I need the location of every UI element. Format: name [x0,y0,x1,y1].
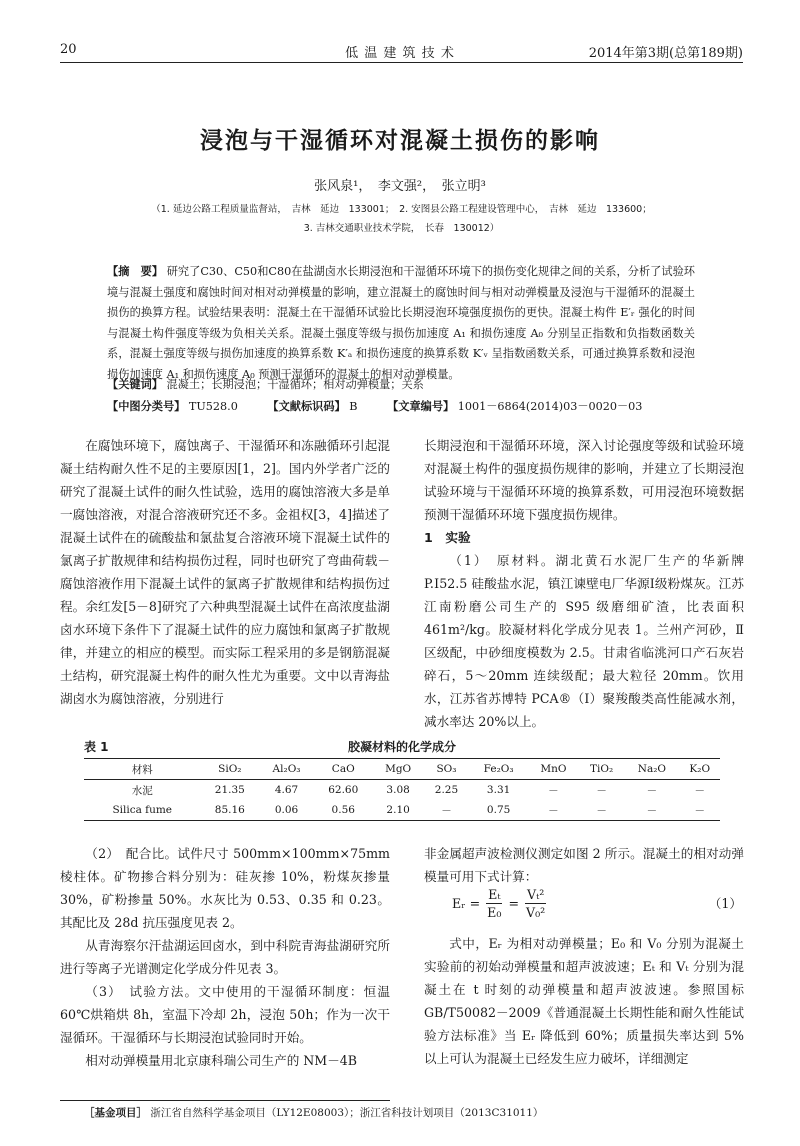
table-cell: － [579,800,624,821]
table-number: 表 1 [84,740,109,754]
header-rule [60,62,743,63]
funding-note [84,1105,744,1120]
article-number-label: 【文章编号】 [387,400,455,413]
column-header: Al₂O₃ [259,759,314,780]
doc-code-label: 【文献标识码】 [267,400,346,413]
issue-info: 2014年第3期(总第189期) [588,46,743,61]
paragraph: 从青海察尔汗盐湖运回卤水，到中科院青海盐湖研究所进行等离子光谱测定化学成分件见表 3。 [60,938,390,976]
table-cell: － [646,784,658,797]
journal-name: 低 温 建 筑 技 术 [345,46,455,61]
table-cell: － [680,800,720,821]
paragraph: （2） 配合比。试件尺寸 500mm×100mm×75mm 棱柱体。矿物掺合料分别为：硅灰掺 10%，粉煤灰掺量 30%，矿粉掺量 50%。水灰比为 0.53、0.35 和 0.23。其配比及 28d 抗压强度见表 2。 [60,846,390,930]
table-title: 胶凝材料的化学成分 [347,740,456,754]
fraction-numerator: Vₜ² [527,886,545,902]
paragraph: 式中，Eᵣ 为相对动弹模量；E₀ 和 V₀ 分别为混凝土实验前的初始动弹模量和超声波波速；Eₜ 和 Vₜ 分别为混凝土在 t 时刻的动弹模量和超声波波速。参照国标 GB/T50082－2009《普通混凝土长期性能和耐久性能试验方法标准》当 Eᵣ 降低到 60%；质量损失率达到 5% 以上可认为混凝土已经发生应力破坏，详细测定 [424,936,744,1066]
table-row [84,800,720,821]
clc-value: TU528.0 [188,400,238,413]
paragraph: 非金属超声波检测仪测定如图 2 所示。混凝土的相对动弹模量可用下式计算： [424,846,744,884]
table-cell: 水泥 [131,784,153,797]
keywords-label: 【关键词】 [107,378,163,391]
table-cell: － [694,784,705,797]
abstract-label: 【摘 要】 [107,265,164,278]
clc-label: 【中图分类号】 [107,400,186,413]
table-cell: 0.56 [314,800,373,821]
table-cell: － [528,800,579,821]
table-cell: － [596,784,607,797]
table-cell: Silica fume [84,800,200,821]
article-number-value: 1001－6864(2014)03－0020－03 [457,400,643,413]
paragraph: 相对动弹模量用北京康科瑞公司生产的 NM－4B [85,1053,358,1068]
fraction-denominator: V₀² [526,904,546,920]
column-header: TiO₂ [579,759,624,780]
table-cell: － [424,800,470,821]
page-number: 20 [60,42,77,57]
classification-line [107,398,707,414]
chemical-composition-table [84,758,720,821]
right-column-equation-notes [424,932,744,1070]
abstract [107,262,695,385]
column-header: Na₂O [624,759,679,780]
equation-lhs: Eᵣ = [452,895,481,911]
footnote-rule [60,1100,390,1101]
table-cell: 85.16 [200,800,259,821]
table-cell: 62.60 [328,784,359,796]
funding-label: ［基金项目］ [84,1107,147,1119]
abstract-text: 研究了C30、C50和C80在盐湖卤水长期浸泡和干湿循环环境下的损伤变化规律之间的关系，分析了试验环境与混凝土强度和腐蚀时间对相对动弹模量的影响，建立混凝土的腐蚀时间与相对动弹模量及浸泡与干湿循环的混凝土损伤的换算方程。试验结果表明：混凝土在干湿循环试验比长期浸泡环境强度损伤的更快。混凝土构件 E′ᵣ 强化的时间与混凝土构件强度等级为负相关关系。混凝土强度等级与损伤加速度 A₁ 和损伤速度 A₀ 分别呈正指数和负指数函数关系，混凝土强度等级与损伤加速度的换算系数 K′ₐ 和损伤速度的换算系数 K′ᵥ 呈指数函数关系，可通过换算系数和浸泡损伤加速度 A₁ 和损伤速度 A₀ 预测干湿循环的混凝土的相对动弹模量。 [107,265,695,381]
column-header: MgO [373,759,424,780]
equals-sign: = [508,895,519,911]
column-header: K₂O [680,759,720,780]
table-cell: 0.06 [259,800,314,821]
table-cell: 2.10 [373,800,424,821]
table-cell: 3.31 [486,784,511,796]
table-cell: 3.08 [386,784,410,796]
column-header: 材料 [84,759,200,780]
paragraph: 长期浸泡和干湿循环环境，深入讨论强度等级和试验环境对混凝土构件的强度损伤规律的影响，并建立了长期浸泡试验环境与干湿循环环境的换算系数，可用浸泡环境数据预测干湿循环环境下强度损伤规律。 [424,438,744,522]
table-cell: 21.35 [214,784,245,796]
table-cell: － [548,784,559,797]
paragraph: （3） 试验方法。文中使用的干湿循环制度：恒温 60℃烘箱烘 8h，室温下冷却 2h，浸泡 50h；作为一次干湿循环。干湿循环与长期浸泡试验同时开始。 [60,984,390,1045]
fraction-modulus [486,886,502,921]
keywords-text: 混凝土；长期浸泡；干湿循环；相对动弹模量；关系 [166,378,424,391]
table-header-row [84,759,720,780]
right-column-intro [424,434,744,733]
column-header: MnO [528,759,579,780]
left-column-methods [60,842,390,1072]
affiliation-line-2: 3. 吉林交通职业技术学院， 长春 130012） [303,223,500,234]
author-line: 张风泉¹， 李文强²， 张立明³ [314,179,486,194]
affiliation-line-1: （1. 延边公路工程质量监督站， 吉林 延边 133001； 2. 安图县公路工程建设管理中心， 吉林 延边 133600； [151,204,652,215]
table-row [84,780,720,801]
left-column-intro [60,434,390,710]
funding-text: 浙江省自然科学基金项目（LY12E08003）；浙江省科技计划项目（2013C31011） [150,1107,544,1119]
article-title: 浸泡与干湿循环对混凝土损伤的影响 [200,128,600,154]
equation-1 [452,880,742,926]
column-header: SO₃ [424,759,470,780]
table-cell: － [624,800,679,821]
table-cell: 0.75 [469,800,528,821]
paragraph: 在腐蚀环境下，腐蚀离子、干湿循环和冻融循环引起混凝土结构耐久性不足的主要原因[1，2]。国内外学者广泛的研究了混凝土试件的耐久性试验，选用的腐蚀溶液大多是单一腐蚀溶液，对混合溶液研究还不多。金祖权[3，4]描述了混凝土试件在的硫酸盐和氯盐复合溶液环境下混凝土试件的氯离子扩散规律和结构损伤过程，同时也研究了弯曲荷载－腐蚀溶液作用下混凝土试件的氯离子扩散规律和结构损伤过程。余红发[5－8]研究了六种典型混凝土试件在高浓度盐湖卤水环境下条件下了混凝土试件的应力腐蚀和氯离子扩散规律，并建立的相应的模型。而实际工程采用的多是钢筋混凝土结构，研究混凝土构件的耐久性尤为重要。文中以青海盐湖卤水为腐蚀溶液，分别进行 [60,438,390,706]
doc-code-value: B [349,400,358,413]
fraction-velocity [525,886,546,921]
column-header: CaO [314,759,373,780]
fraction-numerator: Eₜ [488,886,501,902]
fraction-denominator: E₀ [487,904,502,920]
column-header: Fe₂O₃ [469,759,528,780]
section-heading: 1 实验 [424,530,471,545]
equation-number: （1） [708,896,742,911]
paragraph: （1） 原材料。湖北黄石水泥厂生产的华新牌 P.Ⅰ52.5 硅酸盐水泥，镇江谏壁电厂华源Ⅰ级粉煤灰。江苏江南粉磨公司生产的 S95 级磨细矿渣，比表面积 461m²/kg。胶凝材料化学成分见表 1。兰州产河砂，Ⅱ区级配，中砂细度模数为 2.5。甘肃省临洮河口产石灰岩碎石，5～20mm 连续级配；最大粒径 20mm。饮用水，江苏省苏博特 PCA®（Ⅰ）聚羧酸类高性能减水剂，减水率达 20%以上。 [424,553,744,729]
column-header: SiO₂ [200,759,259,780]
table-cell: 4.67 [274,784,299,796]
table-cell: 2.25 [434,784,459,796]
keywords [107,376,695,392]
